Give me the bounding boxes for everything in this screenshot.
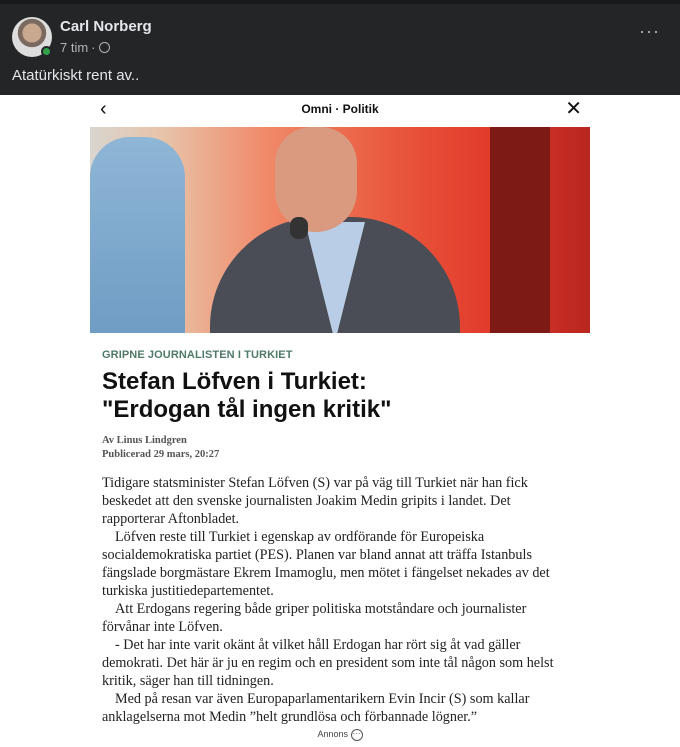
online-status-icon: [41, 46, 52, 57]
facebook-post-header: [0, 0, 680, 95]
close-icon[interactable]: ✕: [565, 98, 582, 120]
publish-date: Publicerad 29 mars, 20:27: [102, 449, 220, 460]
post-meta: [60, 40, 110, 55]
body-line: Löfven reste till Turkiet i egenskap av ordförande för Europeiska: [115, 529, 485, 545]
body-line: Med på resan var även Europaparlamentarikern Evin Incir (S) som kallar: [115, 691, 530, 707]
body-line: förvånar inte Löfven.: [102, 619, 223, 635]
author-name[interactable]: Carl Norberg: [60, 18, 152, 35]
post-caption: Atatürkiskt rent av..: [12, 67, 140, 84]
article-body: [102, 474, 578, 726]
ad-label: [90, 728, 590, 741]
photo-person-left: [90, 137, 185, 333]
body-line: turkiska justitiedepartementet.: [102, 583, 274, 599]
body-line: Att Erdogans regering både griper politiska motståndare och journalister: [115, 601, 527, 617]
article-screenshot: [90, 95, 590, 741]
ad-text: Annons: [317, 729, 348, 739]
body-line: kritik, säger han till tidningen.: [102, 673, 274, 689]
byline: [102, 434, 578, 462]
body-line: fängslade borgmästare Ekrem Imamoglu, men mötet i fängelset nekades av det: [102, 565, 550, 581]
separator: ·: [91, 40, 96, 55]
article-topbar: [90, 95, 590, 127]
body-line: demokrati. Det här är ju en regim och en president som inte tål någon som helst: [102, 655, 554, 671]
more-options-icon[interactable]: ···: [639, 21, 660, 41]
post-time[interactable]: 7 tim: [60, 40, 89, 55]
article-photo: [90, 127, 590, 333]
globe-icon: [99, 42, 110, 53]
microphone: [290, 217, 308, 239]
headline-line-2: "Erdogan tål ingen kritik": [102, 396, 392, 423]
article-author: Av Linus Lindgren: [102, 435, 187, 446]
body-line: - Det har inte varit okänt åt vilket håll Erdogan har rört sig åt vad gäller: [115, 637, 521, 653]
photo-background-object: [490, 127, 550, 333]
body-line: rapporterar Aftonbladet.: [102, 511, 240, 527]
ad-options-icon[interactable]: ···: [351, 729, 363, 741]
body-line: Tidigare statsminister Stefan Löfven (S) var på väg till Turkiet när han fick: [102, 475, 528, 491]
body-line: socialdemokratiska partiet (PES). Planen var bland annat att träffa Istanbuls: [102, 547, 532, 563]
photo-head: [275, 127, 357, 232]
source-title: Omni · Politik: [301, 102, 379, 116]
body-line: anklagelserna mot Medin ”helt grundlösa och förbannade lögner.”: [102, 709, 478, 725]
body-line: beskedet att den svenske journalisten Joakim Medin gripits i landet. Det: [102, 493, 511, 509]
article-kicker: GRIPNE JOURNALISTEN I TURKIET: [102, 349, 293, 361]
article-headline: [102, 368, 578, 424]
back-icon[interactable]: ‹: [100, 98, 107, 120]
headline-line-1: Stefan Löfven i Turkiet:: [102, 368, 367, 395]
